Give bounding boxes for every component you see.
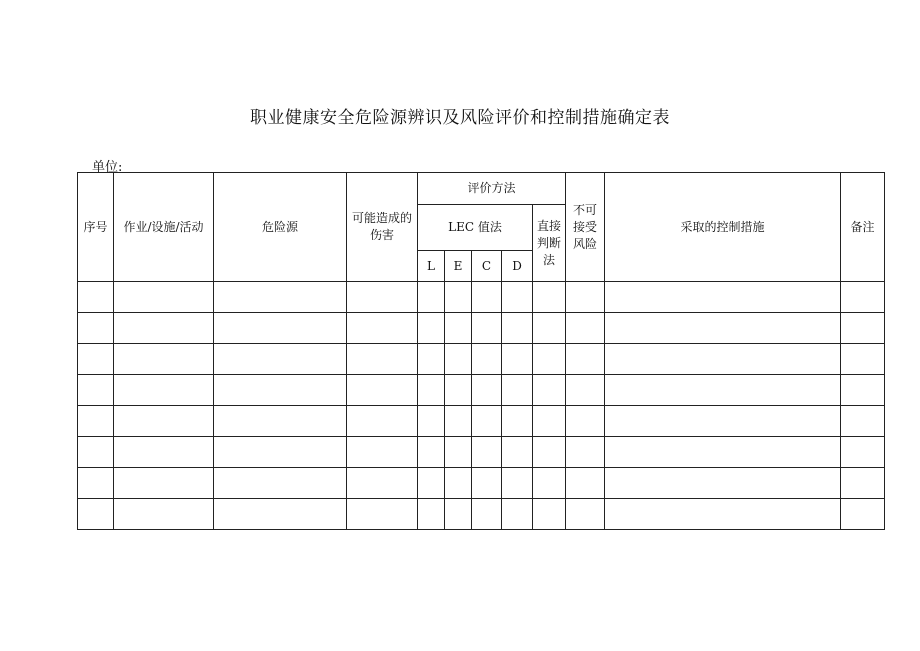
table-cell[interactable] [214, 468, 347, 499]
table-cell[interactable] [214, 344, 347, 375]
header-activity: 作业/设施/活动 [114, 173, 214, 282]
header-lec: LEC 值法 [418, 205, 533, 251]
header-remark: 备注 [841, 173, 885, 282]
table-cell[interactable] [445, 344, 472, 375]
table-cell[interactable] [347, 344, 418, 375]
table-cell[interactable] [533, 344, 566, 375]
table-cell[interactable] [78, 499, 114, 530]
table-cell[interactable] [566, 406, 605, 437]
table-cell[interactable] [418, 313, 445, 344]
table-cell[interactable] [472, 468, 502, 499]
table-cell[interactable] [566, 313, 605, 344]
table-cell[interactable] [566, 499, 605, 530]
table-cell[interactable] [347, 437, 418, 468]
table-cell[interactable] [502, 406, 533, 437]
table-cell[interactable] [78, 282, 114, 313]
table-cell[interactable] [472, 375, 502, 406]
header-eval-method: 评价方法 [418, 173, 566, 205]
table-row [78, 282, 885, 313]
table-cell[interactable] [605, 313, 841, 344]
table-cell[interactable] [533, 282, 566, 313]
table-cell[interactable] [566, 375, 605, 406]
unit-label: 单位: [92, 160, 123, 175]
table-cell[interactable] [502, 468, 533, 499]
table-cell[interactable] [418, 437, 445, 468]
table-row [78, 344, 885, 375]
header-harm: 可能造成的伤害 [347, 173, 418, 282]
table-cell[interactable] [214, 313, 347, 344]
header-hazard: 危险源 [214, 173, 347, 282]
table-cell[interactable] [347, 375, 418, 406]
header-seq: 序号 [78, 173, 114, 282]
table-cell[interactable] [114, 499, 214, 530]
table-cell[interactable] [445, 437, 472, 468]
header-d: D [502, 251, 533, 282]
table-cell[interactable] [533, 468, 566, 499]
table-cell[interactable] [214, 499, 347, 530]
table-cell[interactable] [566, 468, 605, 499]
table-cell[interactable] [605, 375, 841, 406]
table-cell[interactable] [566, 344, 605, 375]
table-cell[interactable] [418, 499, 445, 530]
table-cell[interactable] [841, 406, 885, 437]
table-cell[interactable] [533, 313, 566, 344]
table-cell[interactable] [347, 282, 418, 313]
table-cell[interactable] [418, 468, 445, 499]
table-row [78, 406, 885, 437]
table-cell[interactable] [214, 406, 347, 437]
table-cell[interactable] [502, 282, 533, 313]
table-cell[interactable] [347, 313, 418, 344]
table-cell[interactable] [78, 437, 114, 468]
table-cell[interactable] [418, 406, 445, 437]
table-cell[interactable] [78, 375, 114, 406]
table-cell[interactable] [841, 313, 885, 344]
table-cell[interactable] [472, 313, 502, 344]
table-cell[interactable] [78, 406, 114, 437]
table-cell[interactable] [841, 437, 885, 468]
table-row [78, 499, 885, 530]
table-cell[interactable] [533, 499, 566, 530]
table-cell[interactable] [502, 437, 533, 468]
table-cell[interactable] [472, 282, 502, 313]
table-cell[interactable] [605, 499, 841, 530]
table-cell[interactable] [445, 313, 472, 344]
table-cell[interactable] [502, 344, 533, 375]
table-cell[interactable] [418, 375, 445, 406]
table-row [78, 437, 885, 468]
header-l: L [418, 251, 445, 282]
table-cell[interactable] [347, 499, 418, 530]
table-cell[interactable] [114, 282, 214, 313]
page-title: 职业健康安全危险源辨识及风险评价和控制措施确定表 [250, 108, 670, 128]
table-cell[interactable] [78, 313, 114, 344]
table-cell[interactable] [114, 313, 214, 344]
table-cell[interactable] [472, 499, 502, 530]
table-cell[interactable] [472, 406, 502, 437]
table-cell[interactable] [502, 375, 533, 406]
table-cell[interactable] [445, 375, 472, 406]
table-cell[interactable] [78, 344, 114, 375]
table-cell[interactable] [214, 282, 347, 313]
table-cell[interactable] [841, 375, 885, 406]
table-cell[interactable] [418, 282, 445, 313]
table-cell[interactable] [114, 468, 214, 499]
header-direct: 直接判断法 [533, 205, 566, 282]
table-cell[interactable] [445, 406, 472, 437]
table-row [78, 468, 885, 499]
table-cell[interactable] [114, 406, 214, 437]
table-cell[interactable] [502, 499, 533, 530]
table-cell[interactable] [605, 406, 841, 437]
table-cell[interactable] [114, 437, 214, 468]
table-cell[interactable] [78, 468, 114, 499]
risk-assessment-table [77, 172, 885, 530]
table-cell[interactable] [214, 375, 347, 406]
table-cell[interactable] [114, 344, 214, 375]
header-c: C [472, 251, 502, 282]
table-cell[interactable] [605, 468, 841, 499]
table-cell[interactable] [347, 468, 418, 499]
table-cell[interactable] [533, 375, 566, 406]
table-cell[interactable] [841, 344, 885, 375]
header-control: 采取的控制措施 [605, 173, 841, 282]
table-cell[interactable] [533, 406, 566, 437]
header-unacceptable: 不可接受风险 [566, 173, 605, 282]
table-cell[interactable] [566, 437, 605, 468]
table-cell[interactable] [566, 282, 605, 313]
table-cell[interactable] [605, 344, 841, 375]
table-cell[interactable] [841, 468, 885, 499]
table-cell[interactable] [605, 282, 841, 313]
table-cell[interactable] [114, 375, 214, 406]
table-cell[interactable] [445, 468, 472, 499]
table-cell[interactable] [841, 282, 885, 313]
table-cell[interactable] [418, 344, 445, 375]
table-row [78, 313, 885, 344]
table-cell[interactable] [605, 437, 841, 468]
table-cell[interactable] [347, 406, 418, 437]
table-cell[interactable] [502, 313, 533, 344]
table-cell[interactable] [472, 344, 502, 375]
table-cell[interactable] [533, 437, 566, 468]
table-cell[interactable] [445, 499, 472, 530]
table-cell[interactable] [445, 282, 472, 313]
header-e: E [445, 251, 472, 282]
table-cell[interactable] [841, 499, 885, 530]
table-cell[interactable] [472, 437, 502, 468]
table-row [78, 375, 885, 406]
table-cell[interactable] [214, 437, 347, 468]
